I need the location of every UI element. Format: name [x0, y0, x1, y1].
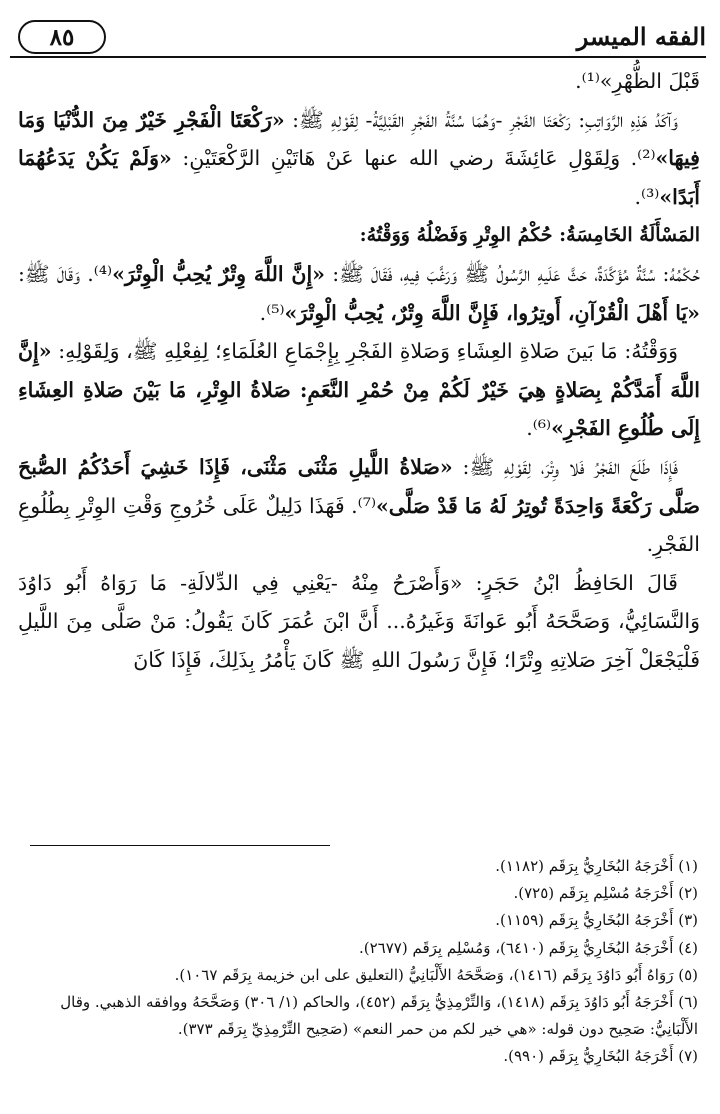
text-run: حُكْمُهُ: سُنَّةٌ مُؤَكَّدَةٌ، حَثَّ عَلَيهِ الرَّسُولُ ﷺ وَرَغَّبَ فِيهِ، فَقَالَ ﷺ:	[332, 261, 701, 286]
footnote-number: (٦)	[678, 993, 698, 1012]
footnote-number: (١)	[678, 857, 698, 875]
footnote-number: (٢)	[678, 884, 698, 903]
footnote-number: (٤)	[678, 938, 698, 957]
footnote-text: أَخْرَجَهُ أَبُو دَاوُدَ بِرَقَم (١٤١٨)، وَالتِّرْمِذِيُّ بِرَقَم (٤٥٢)، والحاكم (١/ ٣٠٦) وَصَحَّحَهُ ووافقه الذهبي. وقال الأَلْبَانِيُّ: صَحِيح دون قوله: «هي خير لكم من حمر النعم» (صَحِيح التِّرْمِذِيِّ بِرَقَم ٣٧٣).	[60, 993, 698, 1039]
footnote	[18, 853, 698, 880]
footnote-ref: ⁽⁵⁾.	[259, 300, 285, 325]
text-run: وَوَقْتُهُ: مَا بَينَ صَلاةِ العِشَاءِ وَصَلاةِ الفَجْرِ بِإِجْمَاعِ العُلَمَاءِ؛ لِفِعْلِهِ ﷺ، وَلِقَوْلِهِ:	[58, 339, 678, 364]
paragraph-witr-time	[18, 332, 700, 448]
hadith-quote: «إِنَّ اللَّهَ أَمَدَّكُمْ بِصَلاةٍ هِيَ خَيْرٌ لَكُمْ مِنْ حُمْرِ النَّعَمِ: صَلاةُ الوِتْرِ، مَا بَيْنَ صَلاةِ العِشَاءِ إِلَى طُلُوعِ الفَجْرِ»	[18, 339, 700, 441]
hadith-quote: «رَكْعَتَا الْفَجْرِ خَيْرٌ مِنَ الدُّنْيَا وَمَا فِيهَا»	[18, 107, 700, 171]
hadith-quote: «صَلاةُ اللَّيلِ مَثْنَى مَثْنَى، فَإِذَا خَشِيَ أَحَدُكُمُ الصُّبحَ صَلَّى رَكْعَةً وَاحِدَةً تُوتِرُ لَهُ مَا قَدْ صَلَّى»	[18, 454, 700, 518]
section-heading: المَسْأَلَةُ الخَامِسَةُ: حُكْمُ الوِتْرِ وَفَضْلُهُ وَوَقْتُهُ:	[359, 224, 700, 247]
hadith-quote: «إِنَّ اللَّهَ وِتْرٌ يُحِبُّ الْوِتْرَ»	[112, 261, 325, 286]
footnote-ref: ⁽³⁾.	[634, 184, 660, 209]
footnote	[18, 907, 698, 934]
page-header	[10, 16, 706, 58]
footnote	[18, 880, 698, 907]
page-number: ٨٥	[18, 20, 106, 54]
footnote	[18, 935, 698, 962]
paragraph-ibn-hajar	[18, 564, 700, 680]
text-run: ⁽²⁾. وَلِقَوْلِ عَائِشَةَ رضي الله عنها عَنْ هَاتَيْنِ الرَّكْعَتَيْنِ:	[182, 146, 656, 171]
footnote-text: رَوَاهُ أَبُو دَاوُدَ بِرَقَم (١٤١٦)، وَصَحَّحَهُ الأَلْبَانِيُّ (التعليق على ابن خزيمة بِرَقَم ١٠٦٧).	[174, 965, 674, 984]
hadith-quote: «يَا أَهْلَ الْقُرْآنِ، أَوتِرُوا، فَإِنَّ اللَّهَ وِتْرٌ، يُحِبُّ الْوِتْرَ»	[284, 300, 700, 325]
text-run: ⁽⁷⁾. فَهَذَا دَلِيلٌ عَلَى خُرُوجِ وَقْتِ الوِتْرِ بِطُلُوعِ الفَجْرِ.	[18, 493, 700, 557]
footnote	[18, 962, 698, 989]
paragraph-continuation	[18, 62, 700, 101]
main-text	[18, 62, 700, 680]
paragraph-witr-ruling	[18, 255, 700, 332]
text-run: وَآكَدُ هَذِهِ الرَّوَاتِبِ: رَكْعَتَا الفَجْرِ -وَهُمَا سُنَّةُ الفَجْرِ القَبْلِيَّةُ- لِقَوْلِهِ ﷺ:	[292, 107, 678, 132]
footnote-text: أَخْرَجَهُ البُخَارِيُّ بِرَقَم (١١٨٢).	[495, 857, 674, 875]
text-run: قَالَ الحَافِظُ ابْنُ حَجَرٍ: «وَأَصْرَحُ مِنْهُ -يَعْنِي فِي الدِّلالَةِ- مَا رَوَاهُ أَبُو دَاوُدَ وَالنَّسَائِيُّ، وَصَحَّحَهُ أَبُو عَوانَةَ وَغَيرُهُ... أَنَّ ابْنَ عُمَرَ كَانَ يَقُولُ: مَنْ صَلَّى مِنَ اللَّيلِ فَلْيَجْعَلْ آخِرَ صَلاتِهِ وِتْرًا؛ فَإِنَّ رَسُولَ اللهِ ﷺ كَانَ يَأْمُرُ بِذَلِكَ، فَإِذَا كَانَ	[18, 570, 700, 672]
text-run: ⁽⁴⁾. وَقَالَ ﷺ:	[18, 261, 113, 286]
footnote-divider	[30, 845, 330, 846]
text-line: قَبْلَ الظُّهْرِ»⁽¹⁾.	[575, 69, 700, 93]
footnote-text: أَخْرَجَهُ مُسْلِم بِرَقَم (٧٢٥).	[513, 884, 674, 903]
footnote-number: (٧)	[678, 1047, 698, 1066]
paragraph-after-fajr	[18, 448, 700, 564]
text-run: فَإِذَا طَلَعَ الفَجْرُ فَلا وِتْرَ، لِقَوْلِهِ ﷺ:	[462, 454, 678, 479]
footnote-text: أَخْرَجَهُ البُخَارِيُّ بِرَقَم (١١٥٩).	[495, 911, 674, 930]
footnote-ref: ⁽⁶⁾.	[526, 416, 552, 441]
footnotes	[18, 853, 698, 1071]
footnote	[18, 1043, 698, 1070]
footnote-text: أَخْرَجَهُ البُخَارِيُّ بِرَقَم (٩٩٠).	[503, 1047, 674, 1066]
hadith-quote: «وَلَمْ يَكُنْ يَدَعُهُمَا أَبَدًا»	[18, 146, 700, 209]
footnote-number: (٥)	[678, 965, 698, 984]
footnote-number: (٣)	[678, 911, 698, 930]
paragraph-fajr-sunnah	[18, 101, 700, 217]
footnote	[18, 989, 698, 1043]
footnote-text: أَخْرَجَهُ البُخَارِيُّ بِرَقَم (٦٤١٠)، وَمُسْلِم بِرَقَم (٢٦٧٧).	[358, 938, 674, 957]
book-title: الفقه الميسر	[576, 22, 706, 51]
